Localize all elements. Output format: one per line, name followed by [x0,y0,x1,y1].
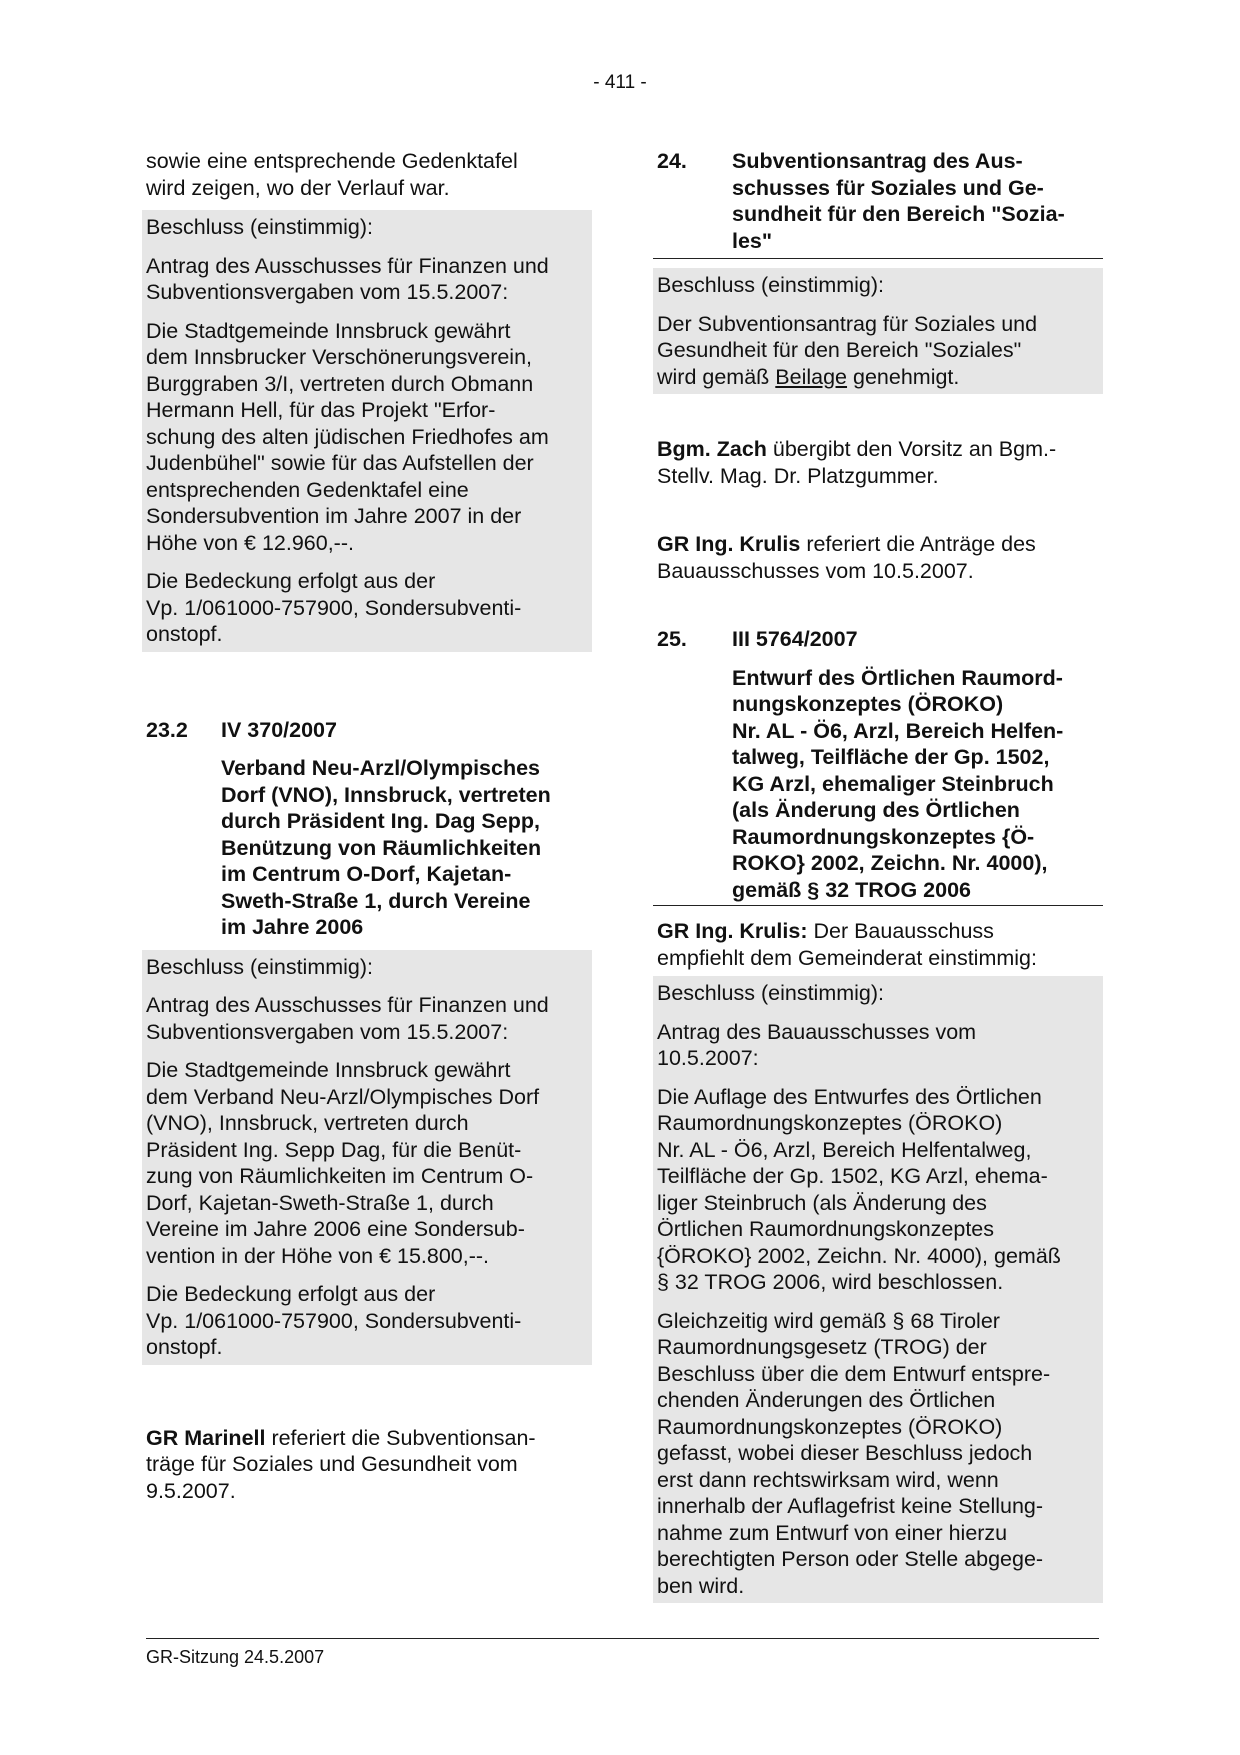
beilage-link[interactable]: Beilage [775,364,848,389]
resolution-body: Der Subventionsantrag für Soziales und Gesundheit für den Bereich "Soziales" wird gemäß Beilage genehmigt. [657,311,1038,389]
resolution-body: Die Stadtgemeinde Innsbruck gewährt dem Verband Neu-Arzl/Olympisches Dorf (VNO), Innsbruck, vertreten durch Präsident Ing. Sepp Dag, für die Benüt- zung von Räumlichkeiten im Centrum O- Dorf, Kajetan-Sweth-Straße 1, durch Vereine im Jahre 2006 eine Sondersub- vention in der Höhe von € 15.800,--. [146,1058,540,1268]
item-23-2 [146,717,588,941]
item-24 [657,148,1099,259]
antrag-paragraph: Antrag des Bauausschusses vom 10.5.2007: [657,1019,977,1070]
item-heading: 23.2 IV 370/2007 [146,717,337,742]
divider-line [653,905,1103,906]
page-footer [146,1638,1099,1668]
krulis-paragraph-1: GR Ing. Krulis referiert die Anträge des Bauausschusses vom 10.5.2007. [657,532,1036,583]
right-column [657,148,1099,1603]
item-heading: 24. Subventionsantrag des Aus- schusses für Soziales und Ge- sundheit für den Bereich "Sozia- les" [657,149,1065,253]
left-column [146,148,588,1504]
resolution-box-2 [142,950,592,1365]
gleichzeitig-paragraph: Gleichzeitig wird gemäß § 68 Tiroler Raumordnungsgesetz (TROG) der Beschluss über die dem Entwurf entspre- chenden Änderungen des Örtlichen Raumordnungskonzeptes (ÖROKO) gefasst, wobei dieser Beschluss jedoch erst dann rechtswirksam wird, wenn innerhalb der Auflagefrist keine Stellung- nahme zum Entwurf von einer hierzu berechtigten Person oder Stelle abgege- ben wird. [657,1308,1051,1598]
item-25 [657,626,1099,906]
beschluss-label: Beschluss (einstimmig): [657,273,884,297]
antrag-paragraph: Antrag des Ausschusses für Finanzen und Subventionsvergaben vom 15.5.2007: [146,993,549,1044]
beschluss-label: Beschluss (einstimmig): [146,215,373,239]
resolution-box-1 [142,210,592,652]
bedeckung-paragraph: Die Bedeckung erfolgt aus der Vp. 1/061000-757900, Sondersubventi- onstopf. [146,569,522,646]
beschluss-label: Beschluss (einstimmig): [657,981,884,1005]
item-title: Verband Neu-Arzl/Olympisches Dorf (VNO), Innsbruck, vertreten durch Präsident Ing. Dag Sepp, Benützung von Räumlichkeiten im Centrum O-Dorf, Kajetan- Sweth-Straße 1, durch Vereine im Jahre 2006 [221,756,551,939]
page-number: - 411 - [593,72,647,93]
resolution-box-4 [653,976,1103,1603]
intro-paragraph: sowie eine entsprechende Gedenktafel wird zeigen, wo der Verlauf war. [146,149,518,200]
bedeckung-paragraph: Die Bedeckung erfolgt aus der Vp. 1/061000-757900, Sondersubventi- onstopf. [146,1282,522,1359]
resolution-body: Die Stadtgemeinde Innsbruck gewährt dem Innsbrucker Verschönerungsverein, Burggraben 3/I, vertreten durch Obmann Hermann Hell, für das Projekt "Erfor- schung des alten jüdischen Friedhofes am Judenbühel" sowie für das Aufstellen der entsprechenden Gedenktafel eine Sondersubvention im Jahre 2007 in der Höhe von € 12.960,--. [146,318,549,555]
krulis-paragraph-2: GR Ing. Krulis: Der Bauausschuss empfiehlt dem Gemeinderat einstimmig: [657,919,1037,970]
resolution-body: Die Auflage des Entwurfes des Örtlichen Raumordnungskonzeptes (ÖROKO) Nr. AL - Ö6, Arzl, Bereich Helfentalweg, Teilfläche der Gp. 1502, KG Arzl, ehema- liger Steinbruch (als Änderung des Örtlichen Raumordnungskonzeptes {ÖROKO} 2002, Zeichn. Nr. 4000), gemäß § 32 TROG 2006, wird beschlossen. [657,1084,1061,1294]
item-heading: 25. III 5764/2007 [657,627,858,651]
zach-paragraph: Bgm. Zach übergibt den Vorsitz an Bgm.- Stellv. Mag. Dr. Platzgummer. [657,437,1057,488]
divider-line [653,258,1103,259]
marinell-paragraph: GR Marinell referiert die Subventionsan- träge für Soziales und Gesundheit vom 9.5.2007. [146,1425,536,1503]
beschluss-label: Beschluss (einstimmig): [146,954,373,979]
item-title: Entwurf des Örtlichen Raumord- nungskonzeptes (ÖROKO) Nr. AL - Ö6, Arzl, Bereich Helfen- talweg, Teilfläche der Gp. 1502, KG Arzl, ehemaliger Steinbruch (als Änderung des Örtlichen Raumordnungskonzeptes {Ö- ROKO} 2002, Zeichn. Nr. 4000), gemäß § 32 TROG 2006 [732,665,1064,902]
footer-text: GR-Sitzung 24.5.2007 [146,1647,325,1667]
resolution-box-3 [653,268,1103,394]
antrag-paragraph: Antrag des Ausschusses für Finanzen und Subventionsvergaben vom 15.5.2007: [146,253,549,304]
